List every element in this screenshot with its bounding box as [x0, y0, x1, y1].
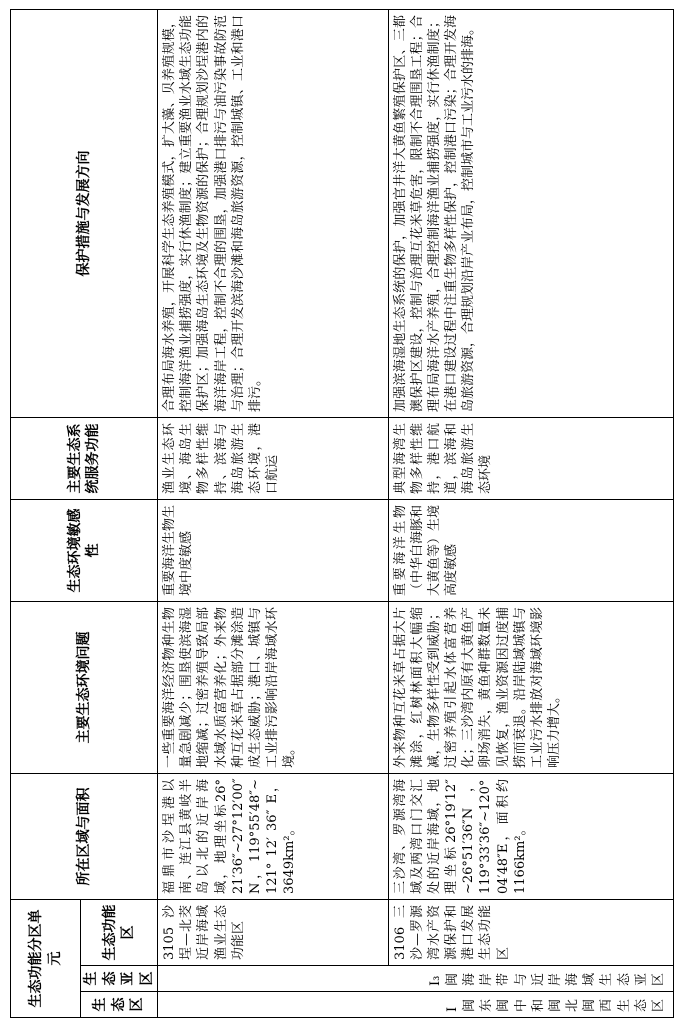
services-cell: 典型海湾生物多样性维持，港口航道，滨海和海岛旅游生态环境	[388, 418, 673, 500]
subregion-cell: Ⅰ₃闽海岸带与近岸海域生态亚区	[158, 966, 674, 992]
header-subregion: 生态亚区	[81, 966, 158, 992]
measures-cell: 合理布局海水养殖，开展科学生态养殖模式，扩大藻、贝养殖规模，控制海洋渔业捕捞强度，实行休渔制度；建立重要渔业水域生态功能保护区；加强海岛生态环境及生物资源的保护；合理规划沙埕港内的海洋海岸工程，控制不合理的围垦，加强港口排污与油污染事故防范与治理；合理开发滨海沙滩和海岛旅游资源，控制城镇、工业和港口排污。	[158, 10, 389, 418]
header-sensitivity: 生态环境敏感性	[11, 500, 158, 602]
header-unit: 生态功能分区单元	[11, 900, 81, 1018]
services-cell: 渔业生态环境、海岛生物多样性维持、滨海与海岛旅游生态环境，港口航运	[158, 418, 389, 500]
sensitivity-cell: 重要海洋生物生境中度敏感	[158, 500, 389, 602]
location-cell: 福鼎市沙埕港以南、连江县黄岐半岛以北的近岸海域，地理坐标26° 21′36″~27°12′00″ N，119°55′48″~ 121° 12′ 36″ E，3649km²。	[158, 774, 389, 900]
problems-cell: 外来物种互花米草占据大片滩涂，红树林面积大幅缩减，生物多样性受到威胁；过密养殖引起水体富营养化；三沙湾内原有大黄鱼产卵场消失，黄鱼种群数量未见恢复，渔业资源因过度捕捞而衰退。沿岸陆域城镇与工业污水排放对海域环境影响压力增大。	[388, 602, 673, 774]
eco-function-zoning-table	[10, 9, 674, 1018]
sensitivity-cell: 重要海洋生物（中华白海豚和大黄鱼等）生境高度敏感	[388, 500, 673, 602]
function-area-cell: 3106三沙—罗源湾水产资源保护和港口发展生态功能区	[388, 900, 673, 966]
table-row	[158, 10, 389, 1018]
header-region: 生态区	[81, 992, 158, 1018]
header-problems: 主要生态环境问题	[11, 602, 158, 774]
region-cell: Ⅰ闽东闽中和闽北闽西生态区	[158, 992, 674, 1018]
location-cell: 三沙湾、罗源湾海域及两湾口门交汇处的近岸海域，地理坐标26°19′12″ ~26°51′36″N，119°33′36″~120° 04′48″E，面积约1166km²。	[388, 774, 673, 900]
header-measures: 保护措施与发展方向	[11, 10, 158, 418]
header-location: 所在区域与面积	[11, 774, 158, 900]
measures-cell: 加强滨海湿地生态系统的保护，加强官井洋大黄鱼繁殖保护区、三都澳保护区建设，控制与治理互花米草危害，限制不合理围垦工程；合理布局海洋水产养殖，合理控制海洋渔业捕捞强度，实行休渔制度；在港口建设过程中注重生物多样性保护，控制港口污染；合理开发海岛旅游资源，合理规划沿岸产业布局，控制城市与工业污水的排海。	[388, 10, 673, 418]
problems-cell: 一些重要海洋经济物种生物量急剧减少；围垦使滨海湿地缩减；过密养殖导致局部水域水质富营养化；外来物种互花米草占据部分滩涂造成生态威胁；港口、城镇与工业排污影响沿岸海域水环境。	[158, 602, 389, 774]
header-row	[11, 10, 81, 1018]
header-services: 主要生态系统服务功能	[11, 418, 158, 500]
header-function-area: 生态功能区	[81, 900, 158, 966]
table-row	[388, 10, 673, 1018]
function-area-cell: 3105沙埕—北茭近岸海域渔业生态功能区	[158, 900, 389, 966]
